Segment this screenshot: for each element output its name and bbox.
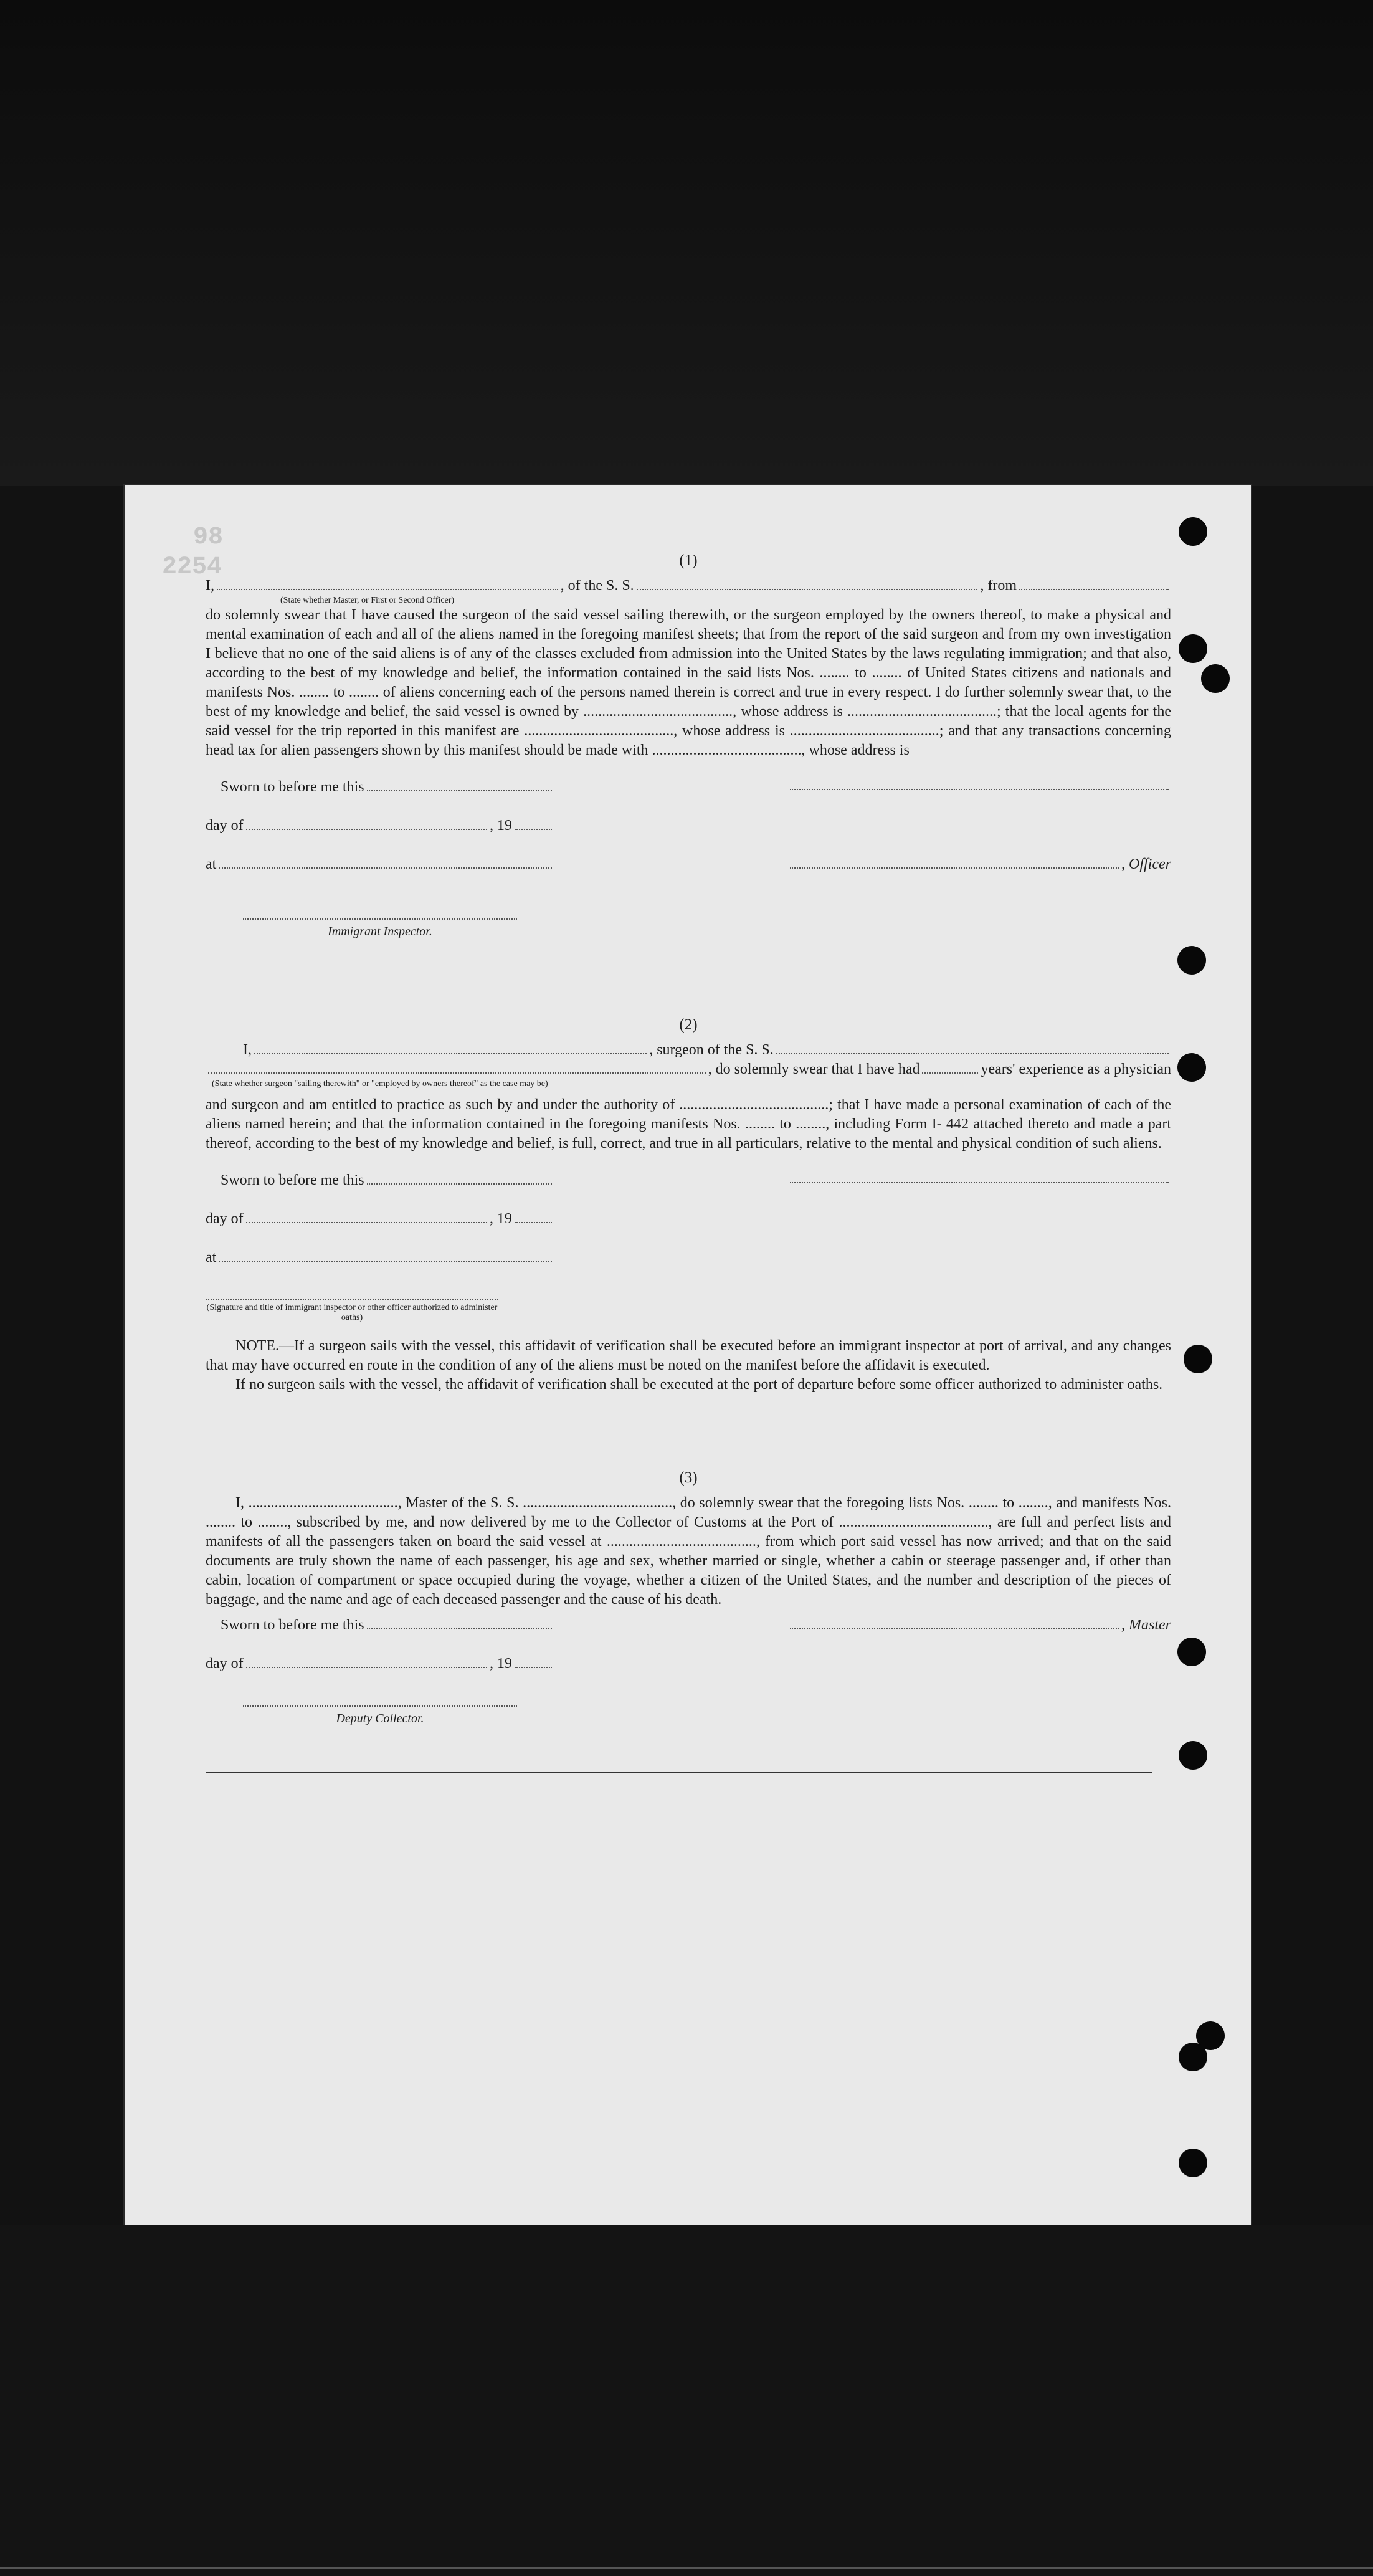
section-2-jurat [206, 1171, 1171, 1323]
section-1-jurat [206, 778, 1171, 942]
surgeon-vessel-field[interactable] [776, 1042, 1169, 1054]
surgeon-of-label: , surgeon of the S. S. [649, 1042, 774, 1058]
at-label: at [206, 1249, 217, 1266]
ghost-page-number: 98 [193, 523, 224, 551]
sworn-label: Sworn to before me this [221, 1617, 364, 1633]
month-field[interactable] [246, 1656, 487, 1668]
section-3-number: (3) [679, 1469, 698, 1486]
punch-hole [1201, 664, 1230, 693]
punch-hole [1179, 1741, 1207, 1770]
punch-hole [1179, 2043, 1207, 2071]
surgeon-note-2: If no surgeon sails with the vessel, the affidavit of verification shall be executed at the port of departure before some officer authorized to administer oaths. [235, 1376, 1163, 1393]
section-1-oath-line [206, 576, 1171, 596]
master-signature-field[interactable] [790, 1617, 1119, 1629]
place-field[interactable] [219, 856, 552, 869]
section-3-body: I, ........................................, Master of the S. S. ........................................, do solemnly swear that the foregoing lists Nos. ........ to ........, and manifests Nos. ........ to ........, subscribed by me, and now delivered by me to the Collector of Customs at the Port of ........................................, are full and perfect lists and manifests of all the passengers taken on board the said vessel at ........................................, from which port said vessel has now arrived; and that on the said documents are truly shown the name of each passenger, his age and sex, whether married or single, whether a cabin or steerage passenger and, if other than cabin, location of compartment or space occupied during the voyage, whether a citizen of the United States, and the number and description of the pieces of baggage, and the name and age of each deceased passenger and the cause of his death. [206, 1495, 1171, 1608]
punch-hole [1184, 1345, 1212, 1373]
at-label: at [206, 856, 217, 872]
punch-hole [1179, 2149, 1207, 2177]
surgeon-status-field[interactable] [208, 1061, 706, 1074]
section-2-experience-line [206, 1060, 1171, 1079]
scan-edge-line [0, 2567, 1373, 2569]
day-of-label: day of [206, 1211, 244, 1227]
day-of-label: day of [206, 1656, 244, 1672]
of-ss-label: , of the S. S. [560, 578, 634, 594]
officer-signature-field[interactable] [790, 778, 1169, 790]
year-field[interactable] [515, 818, 552, 830]
scan-background-top [0, 0, 1373, 486]
punch-hole [1177, 1053, 1206, 1082]
surgeon-signature-field[interactable] [790, 1171, 1169, 1183]
month-field[interactable] [246, 818, 487, 830]
section-2-oath-line [206, 1041, 1171, 1060]
scan-background-bottom [0, 2225, 1373, 2576]
ghost-sheet-number: 2254 [162, 553, 222, 581]
from-port-field[interactable] [1019, 578, 1169, 590]
section-2-small-note: (State whether surgeon "sailing therewith" or "employed by owners thereof" as the case may be) [212, 1079, 548, 1089]
surgeon-name-field[interactable] [254, 1042, 647, 1054]
affidavits [206, 547, 1171, 1773]
surgeon-note: NOTE.—If a surgeon sails with the vessel, this affidavit of verification shall be executed before an immigrant inspector at port of arrival, and any changes that may have occurred en route in the condition of any of the aliens must be noted on the manifest before the affidavit is executed. [206, 1338, 1171, 1373]
section-1-number: (1) [679, 552, 698, 569]
punch-hole [1177, 946, 1206, 975]
punch-hole [1177, 1638, 1206, 1666]
immigrant-inspector-signature: Immigrant Inspector. [243, 918, 517, 942]
year-label: , 19 [490, 818, 512, 834]
section-1-small-note: (State whether Master, or First or Second Officer) [280, 596, 455, 605]
section-2-body: and surgeon and am entitled to practice as such by and under the authority of ........................................; that I have made a personal examination of each of the aliens named herein; and that the information contained in the foregoing manifests Nos. ........ to ........, including Form I- 442 attached thereto and made a part thereof, according to the best of my knowledge and belief, is full, correct, and true in all particulars, relative to the mental and physical condition of such aliens. [206, 1097, 1171, 1152]
bottom-rule [206, 1772, 1152, 1773]
punch-hole [1179, 517, 1207, 546]
sworn-date-field[interactable] [367, 779, 552, 791]
day-of-label: day of [206, 818, 244, 834]
year-field[interactable] [515, 1656, 552, 1668]
year-label: , 19 [490, 1656, 512, 1672]
years-field[interactable] [922, 1061, 978, 1074]
i-prefix: I, [206, 578, 214, 594]
section-1-body: do solemnly swear that I have caused the surgeon of the said vessel sailing therewith, or the surgeon employed by the owners thereof, to make a physical and mental examination of each and all of the aliens named in the foregoing manifest sheets; that from the report of the said surgeon and from my own investigation I believe that no one of the said aliens is of any of the classes excluded from admission into the United States by the laws regulating immigration; and that also, according to the best of my knowledge and belief, the information contained in the said lists Nos. ........ to ........ of United States citizens and nationals and manifests Nos. ........ to ........ of aliens concerning each of the persons named therein is correct and true in every respect. I do further solemnly swear that, to the best of my knowledge and belief, the said vessel is owned by ........................................, whose address is ........................................; that the local agents for the said vessel for the trip reported in this manifest are ........................................, whose address is ........................................; and that any transactions concerning head tax for alien passengers shown by this manifest should be made with ........................................, whose address is [206, 607, 1171, 758]
month-field[interactable] [246, 1211, 487, 1223]
sworn-date-field[interactable] [367, 1617, 552, 1629]
place-field[interactable] [219, 1249, 552, 1262]
i-prefix: I, [243, 1042, 252, 1058]
punch-hole [1179, 634, 1207, 663]
sworn-label: Sworn to before me this [221, 779, 364, 795]
section-3-jurat [206, 1616, 1171, 1729]
master-label: , Master [1121, 1617, 1171, 1633]
officer-name-field[interactable] [217, 578, 558, 590]
inspector-signature-note: (Signature and title of immigrant inspector or other officer authorized to administer oaths) [206, 1299, 498, 1323]
vessel-name-field[interactable] [637, 578, 978, 590]
manifest-sheet [125, 485, 1251, 2225]
years-label: years' experience as a physician [981, 1061, 1171, 1077]
swear-label: , do solemnly swear that I have had [708, 1061, 920, 1077]
deputy-collector-signature: Deputy Collector. [243, 1705, 517, 1729]
officer-label: , Officer [1121, 856, 1171, 872]
year-field[interactable] [515, 1211, 552, 1223]
sworn-label: Sworn to before me this [221, 1172, 364, 1188]
from-label: , from [980, 578, 1017, 594]
officer-title-field[interactable] [790, 856, 1119, 869]
sworn-date-field[interactable] [367, 1172, 552, 1185]
section-2-number: (2) [679, 1016, 698, 1033]
year-label: , 19 [490, 1211, 512, 1227]
